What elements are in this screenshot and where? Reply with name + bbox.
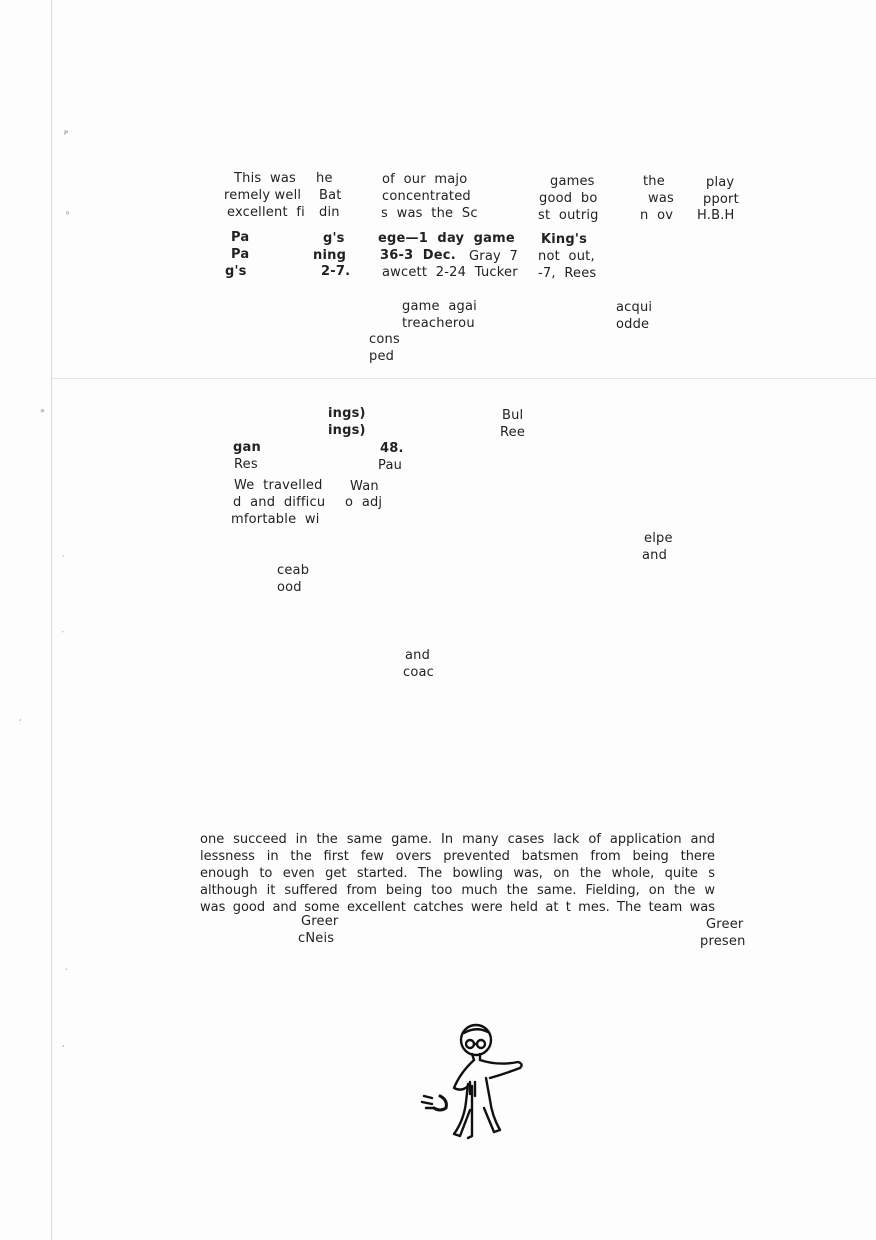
score-fragment: not out, [538, 249, 595, 264]
score-fragment: Pa [231, 230, 250, 245]
report-fragment: This was [234, 171, 297, 186]
report-fragment: elpe [644, 531, 673, 546]
report-fragment: din [319, 205, 340, 220]
score-fragment: awcett 2-24 Tucker [382, 265, 518, 280]
margin-mark: » [40, 406, 45, 415]
report-fragment: Wan [350, 479, 379, 494]
report-fragment: ceab [277, 563, 310, 578]
report-fragment: Greer [301, 914, 339, 929]
margin-mark: ᴘ [64, 128, 69, 137]
margin-mark: ᴮ [66, 210, 70, 219]
score-fragment: Pa [231, 247, 250, 262]
score-fragment: g's [225, 264, 247, 279]
report-fragment: good bo [539, 191, 598, 206]
report-fragment: and [405, 648, 431, 663]
report-fragment: cons [369, 332, 400, 347]
report-fragment: play [706, 175, 735, 190]
score-fragment: Ree [500, 425, 526, 440]
summary-line: one succeed in the same game. In many cases lack of application and [200, 832, 715, 847]
report-fragment: was [648, 191, 674, 206]
left-margin-rule [51, 0, 52, 1240]
report-fragment: H.B.H [697, 208, 735, 223]
score-fragment: 36-3 Dec. [380, 248, 456, 263]
summary-line: enough to even get started. The bowling was, on the whole, quite s [200, 866, 715, 881]
report-fragment: he [316, 171, 333, 186]
report-fragment: concentrated [382, 189, 471, 204]
report-fragment: We travelled [234, 478, 323, 493]
report-fragment: s was the Sc [381, 206, 478, 221]
score-fragment: ning [313, 248, 347, 263]
report-fragment: acqui [616, 300, 653, 315]
report-fragment: ped [369, 349, 395, 364]
report-fragment: o adj [345, 495, 383, 510]
report-fragment: excellent fi [227, 205, 305, 220]
score-fragment: gan [233, 440, 261, 455]
report-fragment: games [550, 174, 595, 189]
report-fragment: Greer [706, 917, 744, 932]
report-fragment: treacherou [402, 316, 475, 331]
score-fragment: ings) [328, 406, 366, 421]
report-fragment: pport [703, 192, 739, 207]
score-fragment: ings) [328, 423, 366, 438]
margin-mark: ¸ [18, 712, 22, 721]
score-fragment: ege—1 day game [378, 231, 515, 246]
margin-mark: ´ [64, 968, 68, 977]
margin-mark: ′ [62, 630, 64, 639]
score-fragment: 2-7. [321, 264, 351, 279]
report-fragment: remely well [224, 188, 302, 203]
score-fragment: 48. [380, 441, 404, 456]
report-fragment: odde [616, 317, 650, 332]
report-fragment: coac [403, 665, 435, 680]
score-fragment: Pau [378, 458, 403, 473]
report-fragment: Bat [319, 188, 342, 203]
report-fragment: cNeis [298, 931, 335, 946]
score-fragment: Gray 7 [469, 249, 519, 264]
report-fragment: st outrig [538, 208, 599, 223]
summary-line: lessness in the first few overs prevented batsmen from being there [200, 849, 715, 864]
report-fragment: mfortable wi [231, 512, 320, 527]
score-fragment: Bul [502, 408, 524, 423]
report-fragment: of our majo [382, 172, 468, 187]
report-fragment: game agai [402, 299, 477, 314]
cricketer-cartoon [420, 1018, 532, 1140]
report-fragment: d and difficu [233, 495, 326, 510]
season-summary-paragraph [200, 831, 715, 916]
fold-line [52, 378, 876, 379]
summary-line: was good and some excellent catches were held at t mes. The team was [200, 900, 715, 915]
report-fragment: n ov [640, 208, 674, 223]
margin-mark: ʻ [62, 1044, 65, 1053]
score-fragment: -7, Rees [538, 266, 597, 281]
report-fragment: presen [700, 934, 746, 949]
score-fragment: King's [541, 232, 588, 247]
report-fragment: and [642, 548, 668, 563]
margin-mark: · [62, 552, 65, 561]
report-fragment: the [643, 174, 665, 189]
report-fragment: ood [277, 580, 302, 595]
summary-line: although it suffered from being too much the same. Fielding, on the w [200, 883, 715, 898]
score-fragment: g's [323, 231, 345, 246]
score-fragment: Res [234, 457, 258, 472]
